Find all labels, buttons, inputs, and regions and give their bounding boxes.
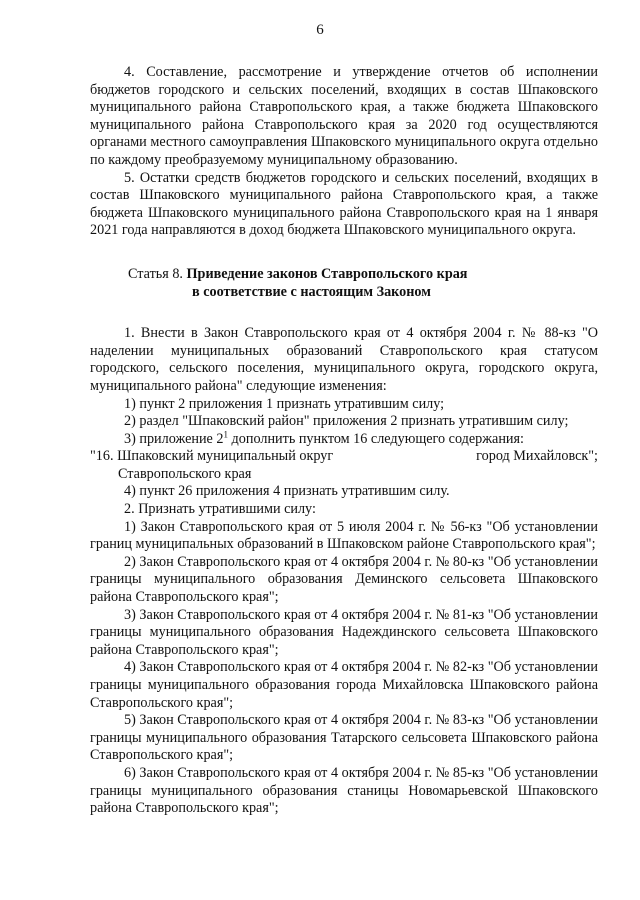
quoted-entry-right: город Михайловск"; bbox=[476, 448, 598, 465]
article-title-line2: в соответствие с настоящим Законом bbox=[192, 283, 431, 300]
document-body bbox=[90, 64, 598, 818]
item-1-sub-2: 2) раздел "Шпаковский район" приложения 2 признать утратившим силу; bbox=[124, 413, 569, 430]
paragraph-5: 5. Остатки средств бюджетов городского и сельских поселений, входящих в состав Шпаковского муниципального района Ставропольского края, а также бюджета Шпаковского муниципального района Ставропольского края на 1 января 2021 года направляются в доход бюджета Шпаковского муниципального округа. bbox=[90, 169, 598, 239]
repeal-6: 6) Закон Ставропольского края от 4 октября 2004 г. № 85-кз "Об установлении границы муниципального образования станицы Новомарьевской Шпаковского района Ставропольского края"; bbox=[90, 764, 598, 817]
item-1-intro: 1. Внести в Закон Ставропольского края от 4 октября 2004 г. № 88-кз "О наделении муниципальных образований Ставропольского края статусом городского, сельского поселения, муниципального округа, городского округа, муниципального района" следующие изменения: bbox=[90, 325, 598, 394]
article-number: Статья 8. bbox=[128, 265, 187, 282]
item-1-sub-1: 1) пункт 2 приложения 1 признать утратившим силу; bbox=[124, 395, 445, 412]
item-2-intro: 2. Признать утратившими силу: bbox=[124, 501, 316, 518]
article-heading bbox=[90, 266, 598, 301]
repeal-1: 1) Закон Ставропольского края от 5 июля 2004 г. № 56-кз "Об установлении границ муниципальных образований в Шпаковском районе Ставропольского края"; bbox=[90, 518, 598, 553]
sub3-superscript: 1 bbox=[223, 428, 228, 439]
item-1-sub-4: 4) пункт 26 приложения 4 признать утратившим силу. bbox=[124, 483, 450, 500]
repeal-5: 5) Закон Ставропольского края от 4 октября 2004 г. № 83-кз "Об установлении границы муниципального образования Татарского сельсовета Шпаковского района Ставропольского края"; bbox=[90, 712, 598, 764]
quoted-entry-left: "16. Шпаковский муниципальный округ bbox=[90, 448, 334, 465]
repeal-4: 4) Закон Ставропольского края от 4 октября 2004 г. № 82-кз "Об установлении границы муниципального образования города Михайловска Шпаковского района Ставропольского края"; bbox=[90, 659, 598, 711]
paragraph-4: 4. Составление, рассмотрение и утверждение отчетов об исполнении бюджетов городского и сельских поселений, входящих в состав Шпаковского муниципального района Ставропольского края, а также бюджета Шпаковского муниципального района Ставропольского края за 2020 год осуществляются органами местного самоуправления Шпаковского муниципального округа отдельно по каждому преобразуемому муниципальному образованию. bbox=[90, 64, 598, 168]
page-number: 6 bbox=[316, 22, 324, 38]
quoted-entry bbox=[90, 448, 598, 466]
repeal-3: 3) Закон Ставропольского края от 4 октября 2004 г. № 81-кз "Об установлении границы муниципального образования Надеждинского сельсовета Шпаковского района Ставропольского края"; bbox=[90, 606, 598, 658]
sub3-before: 3) приложение 2 bbox=[124, 430, 224, 447]
article-title-line1: Приведение законов Ставропольского края bbox=[186, 265, 468, 282]
sub3-after: дополнить пунктом 16 следующего содержания: bbox=[228, 430, 524, 447]
quoted-entry-sub: Ставропольского края bbox=[118, 465, 252, 482]
item-1-sub-3 bbox=[90, 428, 598, 449]
repeal-2: 2) Закон Ставропольского края от 4 октября 2004 г. № 80-кз "Об установлении границы муниципального образования Деминского сельсовета Шпаковского района Ставропольского края"; bbox=[90, 553, 598, 606]
